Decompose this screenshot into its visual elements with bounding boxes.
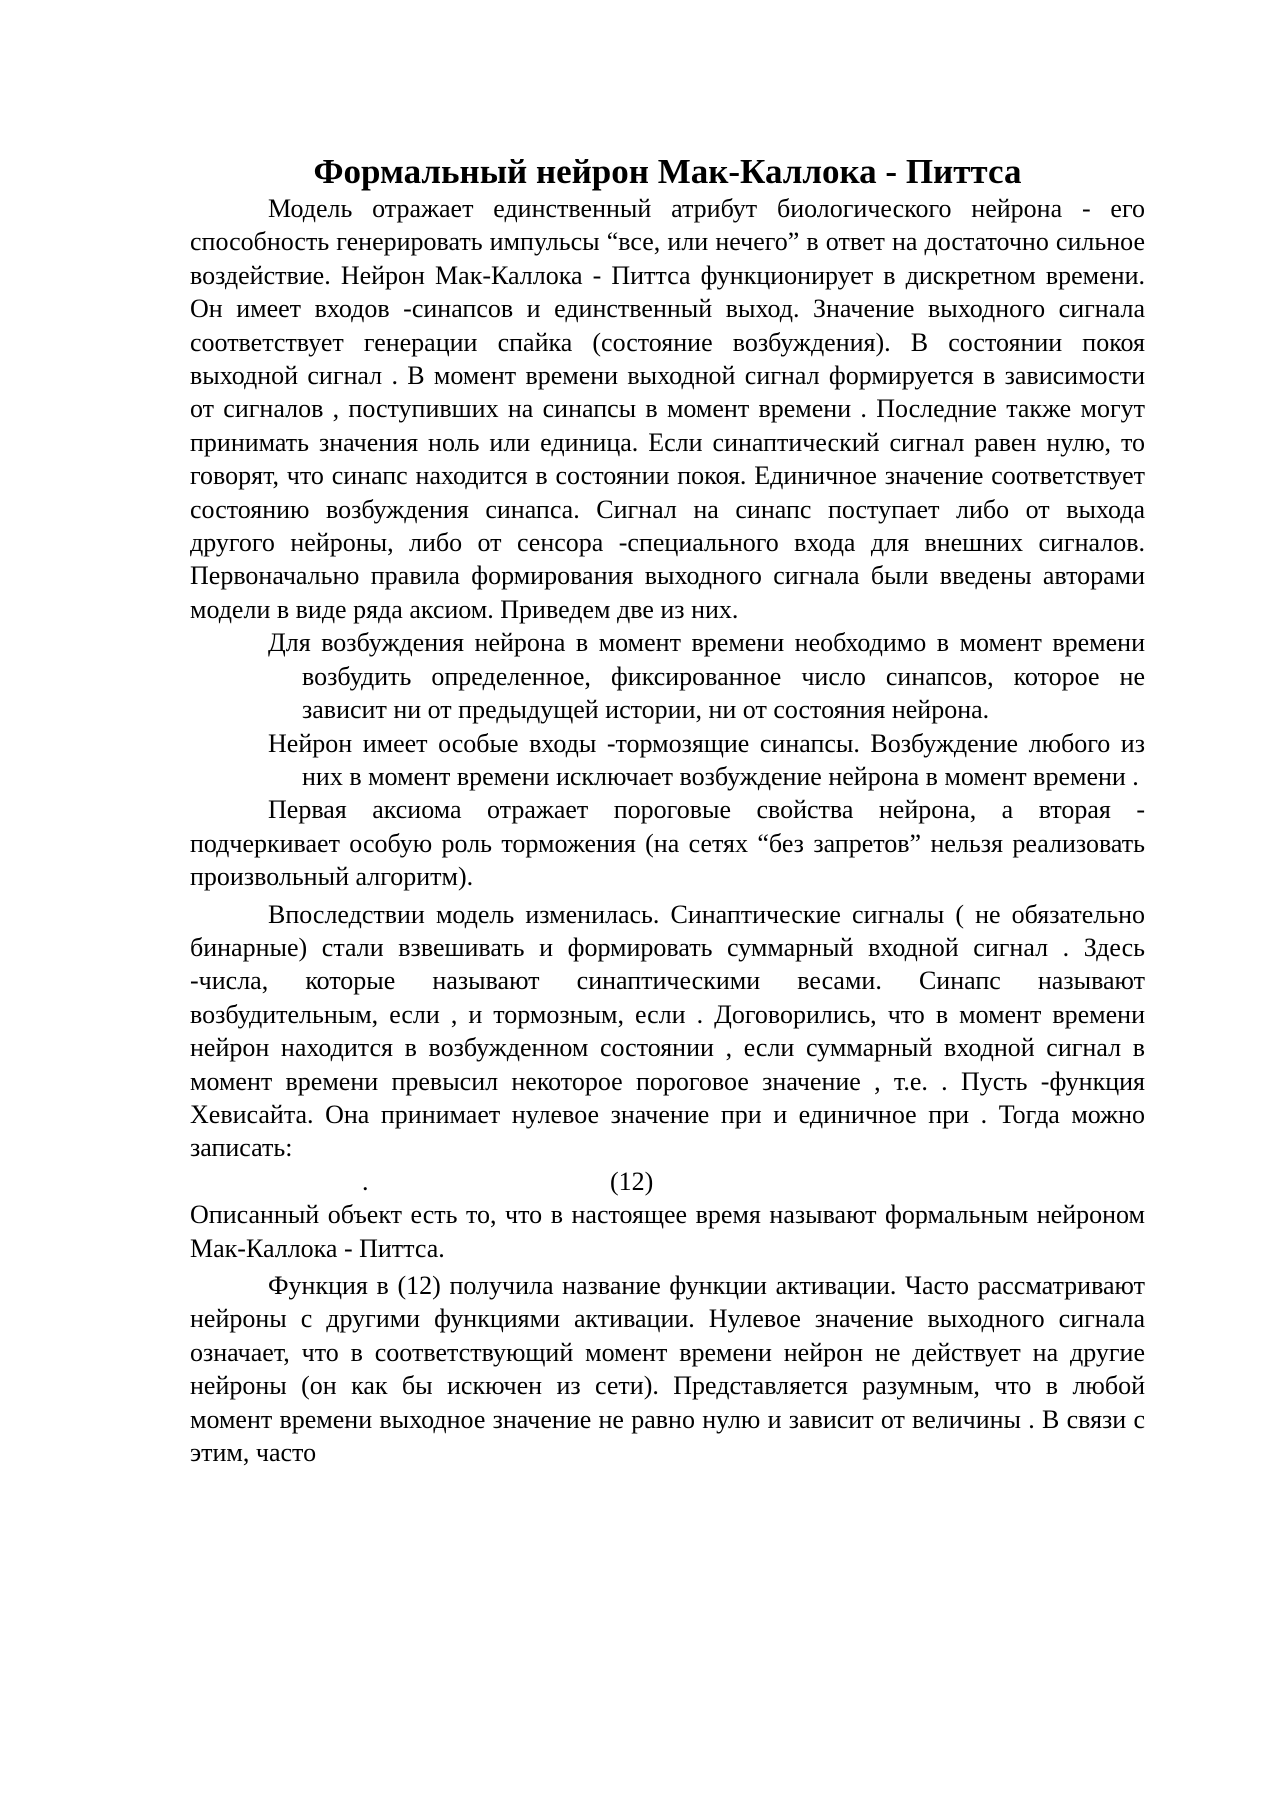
paragraph-activation-function: Функция в (12) получила название функции активации. Часто рассматривают нейроны с другими функциями активации. Нулевое значение выходного сигнала означает, что в соответствующий момент времени нейрон не действует на другие нейроны (он как бы искючен из сети). Представляется разумным, что в любой момент времени выходное значение не равно нулю и зависит от величины . В связи с этим, часто	[190, 1270, 1145, 1468]
formula-dot: .	[362, 1166, 369, 1196]
document-page	[190, 152, 1145, 1469]
paragraph-weighted-model: Впоследствии модель изменилась. Синаптические сигналы ( не обязательно бинарные) стали взвешивать и формировать суммарный входной сигнал . Здесь -числа, которые называют синаптическими весами. Синапс называют возбудительным, если , и тормозным, если . Договорились, что в момент времени нейрон находится в возбужденном состоянии , если суммарный входной сигнал в момент времени превысил некоторое пороговое значение , т.е. . Пусть -функция Хевисайта. Она принимает нулевое значение при и единичное при . Тогда можно записать:	[190, 899, 1145, 1163]
formula-number: (12)	[610, 1166, 654, 1196]
paragraph-formal-neuron: Описанный объект есть то, что в настоящее время называют формальным нейроном Мак-Каллока - Питтса.	[190, 1200, 1145, 1263]
axiom-first: Для возбуждения нейрона в момент времени необходимо в момент времени возбудить определенное, фиксированное число синапсов, которое не зависит ни от предыдущей истории, ни от состояния нейрона.	[268, 628, 1145, 725]
formula-12	[190, 1165, 1145, 1198]
paragraph-axioms-commentary: Первая аксиома отражает пороговые свойства нейрона, а вторая - подчеркивает особую роль торможения (на сетях “без запретов” нельзя реализовать произвольный алгоритм).	[190, 795, 1145, 892]
document-title: Формальный нейрон Мак-Каллока - Питтса	[313, 152, 1022, 191]
axiom-second: Нейрон имеет особые входы -тормозящие синапсы. Возбуждение любого из них в момент времени исключает возбуждение нейрона в момент времени .	[268, 728, 1145, 791]
paragraph-intro: Модель отражает единственный атрибут биологического нейрона - его способность генерировать импульсы “все, или нечего” в ответ на достаточно сильное воздействие. Нейрон Мак-Каллока - Питтса функционирует в дискретном времени. Он имеет входов -синапсов и единственный выход. Значение выходного сигнала соответствует генерации спайка (состояние возбуждения). В состоянии покоя выходной сигнал . В момент времени выходной сигнал формируется в зависимости от сигналов , поступивших на синапсы в момент времени . Последние также могут принимать значения ноль или единица. Если синаптический сигнал равен нулю, то говорят, что синапс находится в состоянии покоя. Единичное значение соответствует состоянию возбуждения синапса. Сигнал на синапс поступает либо от выхода другого нейроны, либо от сенсора -специального входа для внешних сигналов. Первоначально правила формирования выходного сигнала были введены авторами модели в виде ряда аксиом. Приведем две из них.	[190, 194, 1145, 624]
